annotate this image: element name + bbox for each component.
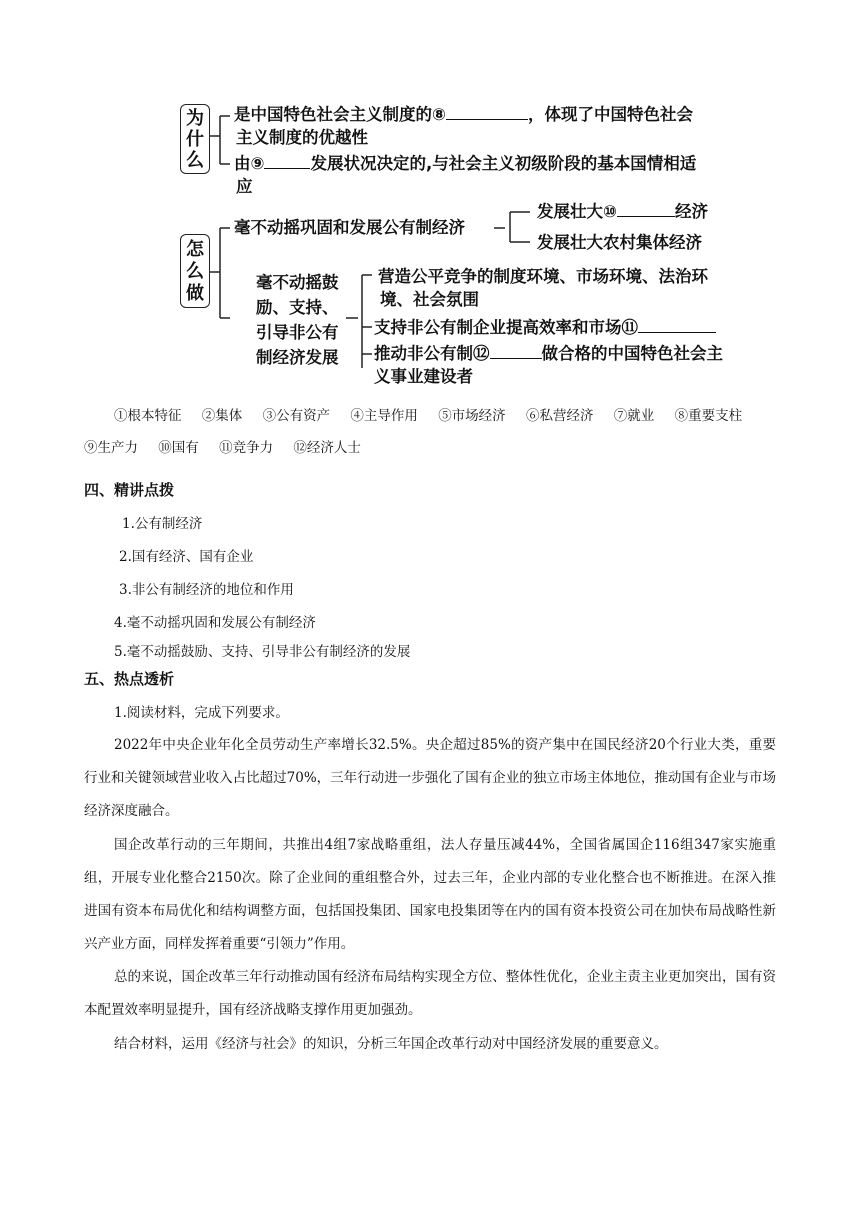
answer-key (84, 400, 784, 464)
why-item-2-cont: 应 (236, 177, 253, 196)
how-nonpublic-sub-3: 推动非公有制⑫ 做合格的中国特色社会主 义事业建设者 (374, 344, 723, 386)
how-public-label: 毫不动摇巩固和发展公有制经济 (234, 218, 465, 237)
section-5-title: 五、热点透析 (84, 670, 175, 688)
answer-item: ④主导作用 (350, 408, 418, 424)
blank-11 (638, 316, 716, 333)
how-public-sub-1: 发展壮大⑩ 经济 (537, 202, 708, 221)
answer-item: ①根本特征 (114, 408, 182, 424)
how-nonpublic-sub-2: 支持非公有制企业提高效率和市场⑪ (374, 316, 716, 339)
how-char-1: 怎 (186, 239, 204, 260)
why-box (180, 104, 210, 174)
how-nonpublic-sub-1: 营造公平竞争的制度环境、市场环境、法治环 境、社会氛围 (378, 267, 708, 309)
how-char-2: 么 (186, 261, 204, 282)
answer-item: ⑫经济人士 (293, 440, 361, 456)
blank-8 (446, 103, 528, 120)
point-4: 4.毫不动摇巩固和发展公有制经济 (114, 615, 316, 631)
point-3: 3.非公有制经济的地位和作用 (119, 582, 294, 598)
why-char-3: 么 (186, 150, 204, 171)
blank-12 (490, 342, 542, 359)
answer-row-1 (84, 400, 784, 432)
how-public-sub-2: 发展壮大农村集体经济 (537, 233, 702, 252)
answer-item: ⑥私营经济 (525, 408, 594, 424)
point-5: 5.毫不动摇鼓励、支持、引导非公有制经济的发展 (114, 644, 411, 660)
answer-item: ⑩国有 (158, 440, 199, 456)
how-nonpublic-label: 毫不动摇鼓 励、支持、 引导非公有 制经济发展 (256, 273, 339, 367)
answer-item: ⑨生产力 (84, 440, 138, 456)
why-char-2: 什 (186, 129, 204, 150)
answer-item: ⑪竞争力 (219, 440, 274, 456)
answer-item: ②集体 (201, 408, 243, 424)
why-item-2: 由⑨ 发展状况决定的,与社会主义初级阶段的基本国情相适 (234, 154, 697, 173)
how-box (180, 234, 210, 308)
point-1: 1.公有制经济 (122, 516, 203, 532)
answer-item: ⑦就业 (613, 408, 655, 424)
concept-map (0, 0, 860, 395)
answer-item: ③公有资产 (262, 408, 331, 424)
material-paragraph-2: 国企改革行动的三年期间，共推出4组7家战略重组，法人存量压减44%，全国省属国企116组347家实施重组，开展专业化整合2150次。除了企业间的重组整合外，过去三年，企业内部的专业化整合也不断推进。在深入推进国有资本布局优化和结构调整方面，包括国投集团、国家电投集团等在内的国有资本投资公司在加快布局战略性新兴产业方面，同样发挥着重要“引领力”作用。 (84, 837, 776, 952)
material-paragraph-3: 总的来说，国企改革三年行动推动国有经济布局结构实现全方位、整体性优化，企业主责主业更加突出，国有资本配置效率明显提升，国有经济战略支撑作用更加强劲。 (84, 969, 776, 1018)
blank-9 (264, 152, 310, 169)
question-prompt: 1.阅读材料，完成下列要求。 (114, 705, 289, 721)
why-item-1-cont: 主义制度的优越性 (236, 128, 368, 147)
how-char-3: 做 (186, 283, 204, 304)
blank-10 (617, 200, 675, 217)
material-paragraph-1: 2022年中央企业年化全员劳动生产率增长32.5%。央企超过85%的资产集中在国民经济20个行业大类，重要行业和关键领域营业收入占比超过70%，三年行动进一步强化了国有企业的独立市场主体地位，推动国有企业与市场经济深度融合。 (84, 737, 776, 819)
section-4-title: 四、精讲点拨 (84, 481, 175, 499)
answer-item: ⑧重要支柱 (674, 408, 743, 424)
answer-row-2 (84, 432, 784, 464)
point-2: 2.国有经济、国有企业 (119, 549, 254, 565)
answer-item: ⑤市场经济 (438, 408, 506, 424)
task-instruction: 结合材料，运用《经济与社会》的知识，分析三年国企改革行动对中国经济发展的重要意义。 (114, 1036, 668, 1052)
why-item-1: 是中国特色社会主义制度的⑧ ，体现了中国特色社会 (234, 105, 693, 124)
why-char-1: 为 (186, 108, 204, 129)
